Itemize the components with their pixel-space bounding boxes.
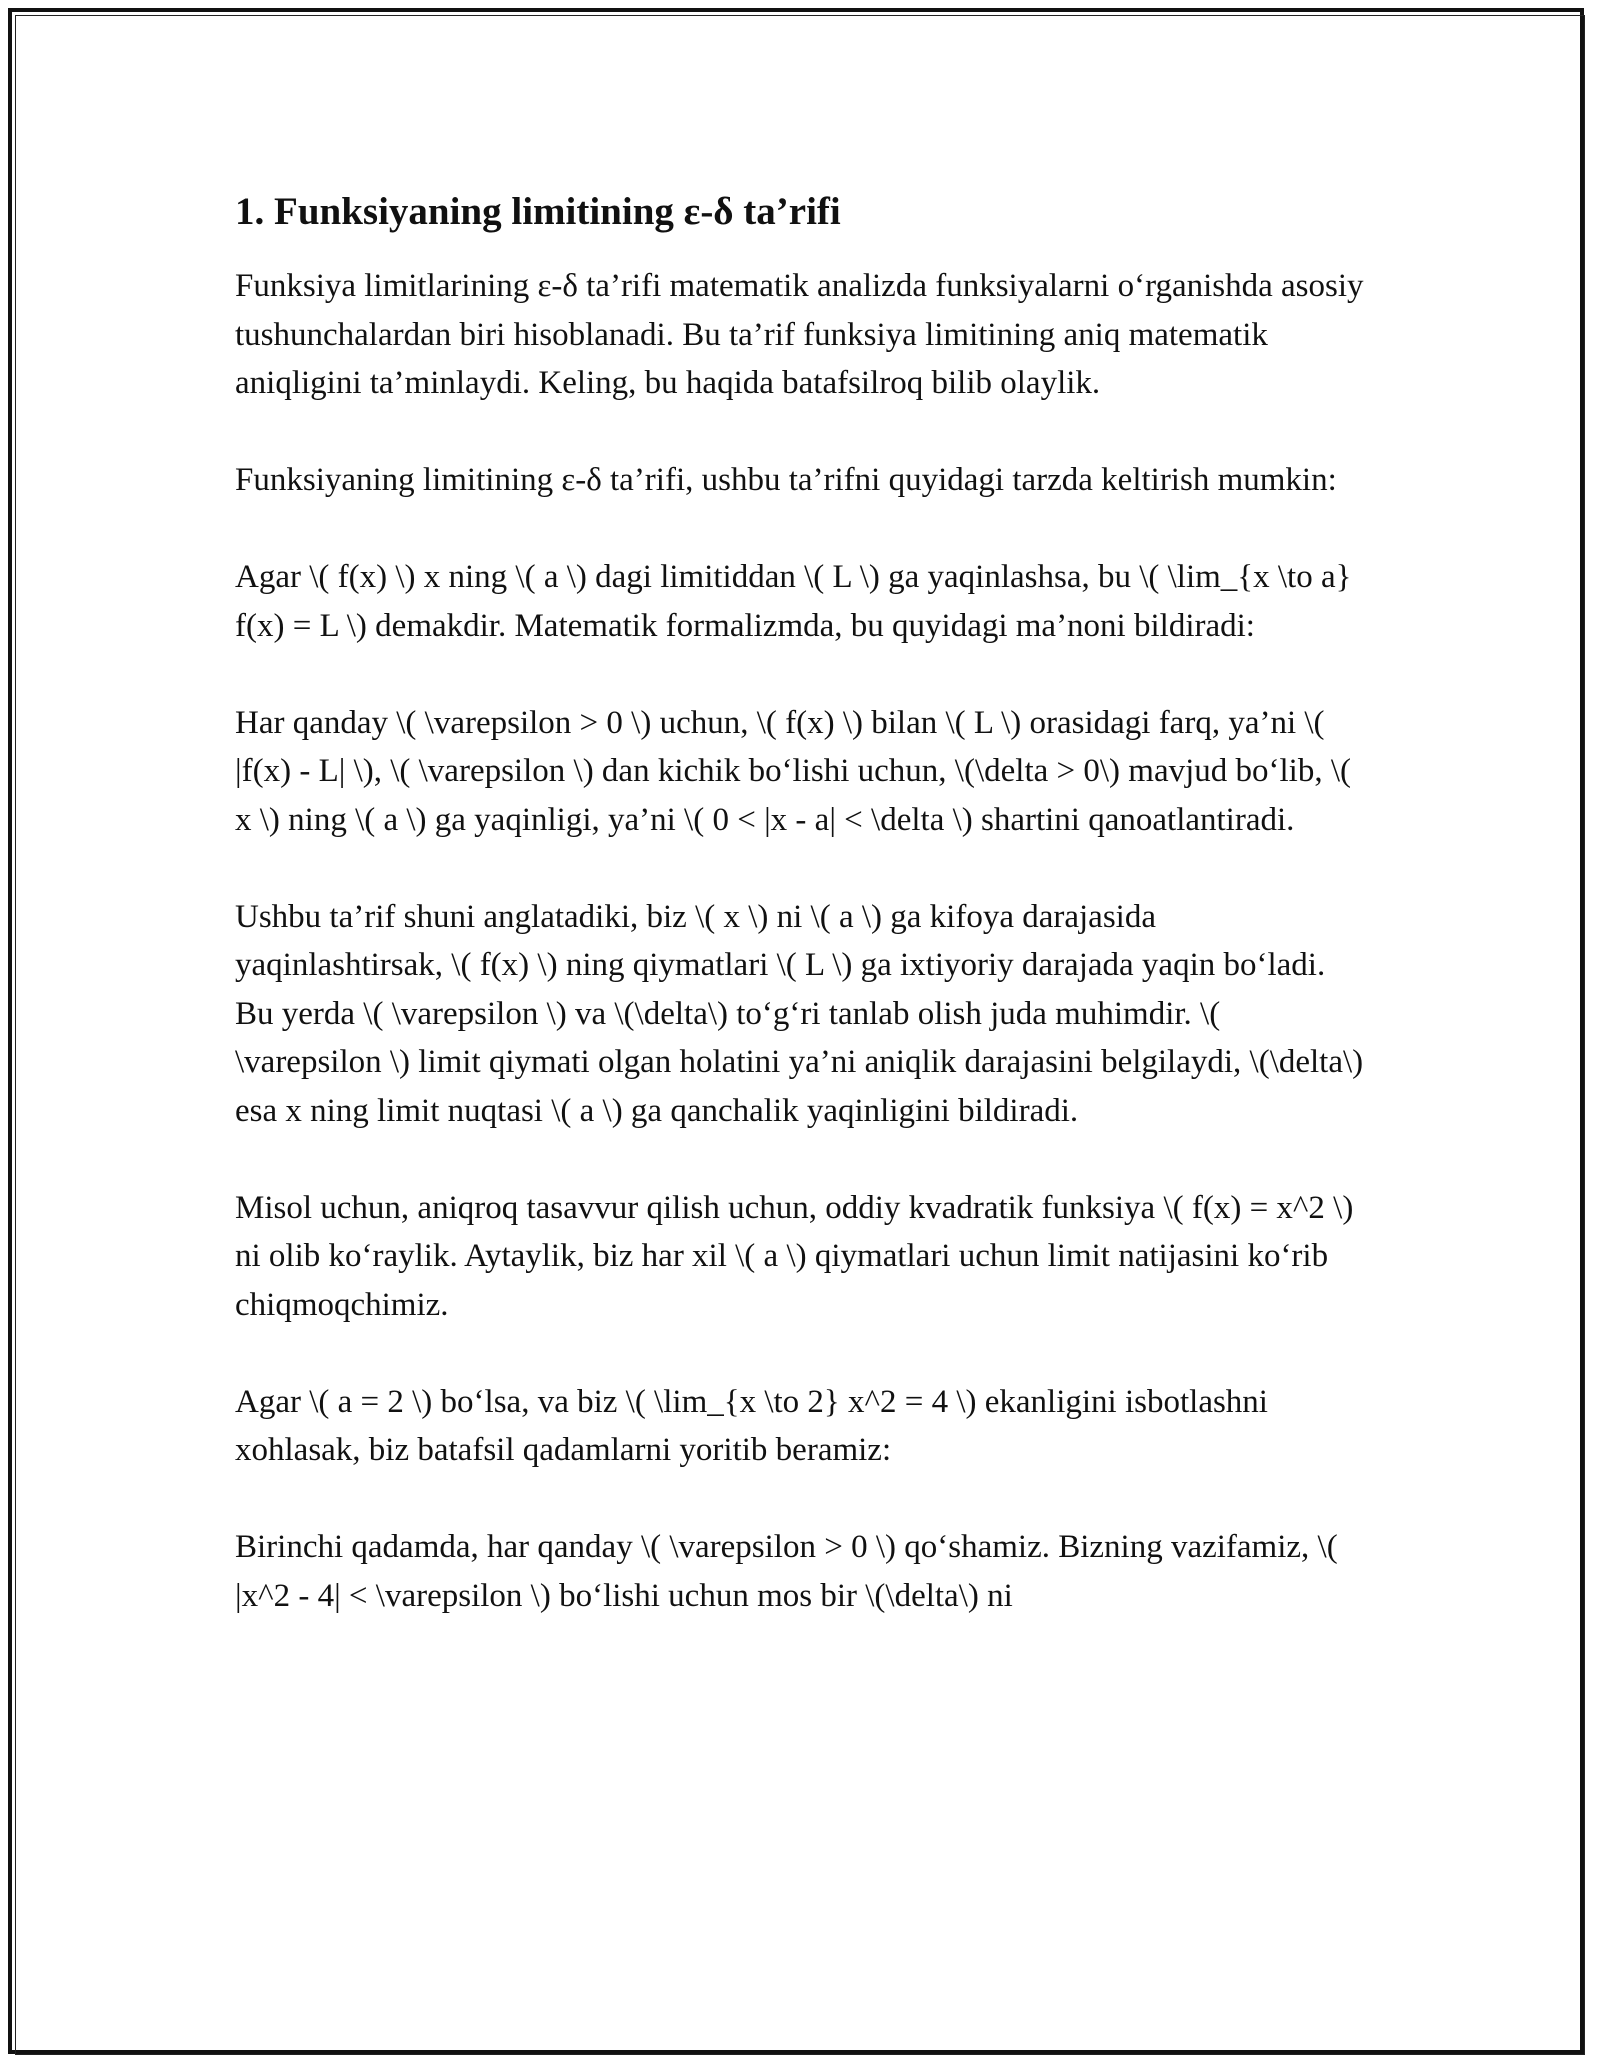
paragraph-1: Funksiya limitlarining ε-δ ta’rifi matematik analizda funksiyalarni o‘rganishda asosiy tushunchalardan biri hisoblanadi. Bu ta’rif funksiya limitining aniq matematik aniqligini ta’minlaydi. Keling, bu haqida batafsilroq bilib olaylik. [235, 268, 1364, 401]
paragraph-2: Funksiyaning limitining ε-δ ta’rifi, ushbu ta’rifni quyidagi tarzda keltirish mumkin: [235, 462, 1337, 498]
paragraph-4: Har qanday \( \varepsilon > 0 \) uchun, \( f(x) \) bilan \( L \) orasidagi farq, ya’ni \( |f(x) - L| \), \( \varepsilon \) dan kichik bo‘lishi uchun, \(\delta > 0\) mavjud bo‘lib, \( x \) ning \( a \) ga yaqinligi, ya’ni \( 0 < |x - a| < \delta \) shartini qanoatlantiradi. [235, 704, 1351, 838]
paragraph-3: Agar \( f(x) \) x ning \( a \) dagi limitiddan \( L \) ga yaqinlashsa, bu \( \lim_{x \to a} f(x) = L \) demakdir. Matematik formalizmda, bu quyidagi ma’noni bildiradi: [235, 559, 1352, 644]
document-body [235, 186, 1365, 1669]
paragraph-5: Ushbu ta’rif shuni anglatadiki, biz \( x \) ni \( a \) ga kifoya darajasida yaqinlashtirsak, \( f(x) \) ning qiymatlari \( L \) ga ixtiyoriy darajada yaqin bo‘ladi. Bu yerda \( \varepsilon \) va \(\delta\) to‘g‘ri tanlab olish juda muhimdir. \( \varepsilon \) limit qiymati olgan holatini ya’ni aniqlik darajasini belgilaydi, \(\delta\) esa x ning limit nuqtasi \( a \) ga qanchalik yaqinligini bildiradi. [235, 898, 1364, 1129]
paragraph-8: Birinchi qadamda, har qanday \( \varepsilon > 0 \) qo‘shamiz. Bizning vazifamiz, \( |x^2 - 4| < \varepsilon \) bo‘lishi uchun mos bir \(\delta\) ni [235, 1529, 1338, 1614]
paragraph-7: Agar \( a = 2 \) bo‘lsa, va biz \( \lim_{x \to 2} x^2 = 4 \) ekanligini isbotlashni xohlasak, biz batafsil qadamlarni yoritib beramiz: [235, 1383, 1268, 1468]
section-heading: 1. Funksiyaning limitining ε-δ ta’rifi [235, 190, 841, 233]
paragraph-6: Misol uchun, aniqroq tasavvur qilish uchun, oddiy kvadratik funksiya \( f(x) = x^2 \) ni olib ko‘raylik. Aytaylik, biz har xil \( a \) qiymatlari uchun limit natijasini ko‘rib chiqmoqchimiz. [235, 1189, 1354, 1323]
